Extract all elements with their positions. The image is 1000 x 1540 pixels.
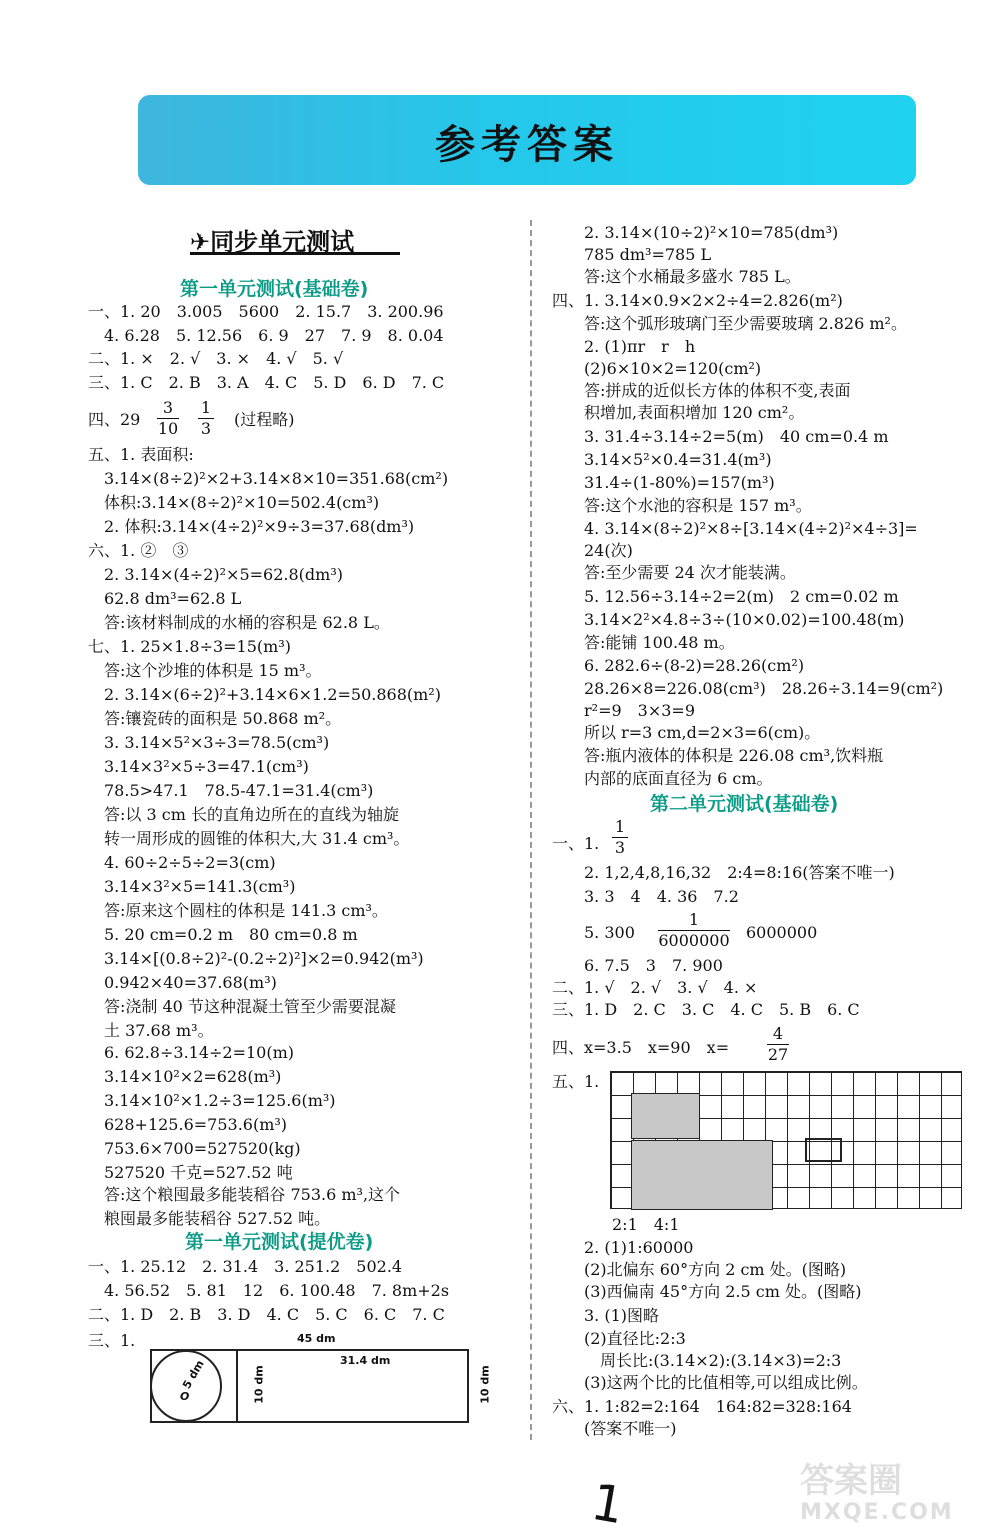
answer-line: 答:浇制 40 节这种混凝土管至少需要混凝	[88, 997, 396, 1016]
right-height-label: 10 dm	[478, 1365, 492, 1404]
answer-line: 2. (1)πr r h	[568, 337, 696, 356]
u2-l3: 三、1. D 2. C 3. C 4. C 5. B 6. C	[552, 1000, 860, 1019]
answer-line: 24(次)	[568, 541, 633, 560]
unit1-basic-title: 第一单元测试(基础卷)	[180, 278, 369, 300]
q4-note: (过程略)	[234, 410, 295, 429]
answer-line: 答:这个水池的容积是 157 m³。	[568, 496, 812, 515]
answer-line: 0.942×40=37.68(m³)	[88, 973, 277, 992]
answer-line: 三、1. C 2. B 3. A 4. C 5. D 6. D 7. C	[88, 373, 445, 392]
answer-line: 答:至少需要 24 次才能装满。	[568, 563, 796, 582]
u2-q3: 3. 3 4 4. 36 7.2	[568, 887, 739, 906]
figure-mid-label: 31.4 dm	[340, 1354, 391, 1367]
answer-line: 二、1. × 2. √ 3. × 4. √ 5. √	[88, 349, 344, 368]
answer-line: 六、1. ② ③	[88, 541, 189, 560]
grid-shape	[631, 1093, 700, 1139]
answer-line: 四、1. 3.14×0.9×2×2÷4=2.826(m²)	[552, 291, 843, 310]
banner-title: 参考答案	[435, 122, 619, 168]
answer-line: 粮囤最多能装稻谷 527.52 吨。	[88, 1209, 331, 1228]
answer-line: 3.14×3²×5=141.3(cm³)	[88, 877, 296, 896]
answer-line: 2. 体积:3.14×(4÷2)²×9÷3=37.68(dm³)	[88, 517, 415, 536]
answer-line: (2)直径比:2:3	[568, 1329, 686, 1348]
fraction	[198, 398, 214, 439]
answer-line: 五、1. 表面积:	[88, 445, 194, 464]
answer-line: 四、29	[88, 410, 141, 429]
u2-ratio: 2:1 4:1	[612, 1215, 680, 1234]
left-height-label: 10 dm	[252, 1365, 266, 1404]
answer-line: 积增加,表面积增加 120 cm²。	[568, 403, 805, 422]
answer-line: 628+125.6=753.6(m³)	[88, 1115, 288, 1134]
answer-line: 答:镶瓷砖的面积是 50.868 m²。	[88, 709, 342, 728]
answer-line: 527520 千克=527.52 吨	[88, 1163, 293, 1182]
answer-line: 答:该材料制成的水桶的容积是 62.8 L。	[88, 613, 390, 632]
fraction-denominator: 3	[612, 837, 628, 858]
u2-l4: 四、x=3.5 x=90 x=	[552, 1038, 730, 1057]
answer-line: 5. 12.56÷3.14÷2=2(m) 2 cm=0.02 m	[568, 587, 899, 606]
watermark-logo	[800, 1461, 980, 1525]
answer-line: (2)6×10×2=120(cm²)	[568, 359, 762, 378]
title-banner	[138, 95, 916, 185]
watermark-url: MXQE.COM	[800, 1500, 954, 1525]
u2-l5: 五、1.	[552, 1072, 600, 1091]
answer-line: 土 37.68 m³。	[88, 1021, 214, 1040]
center-label: O	[180, 1390, 190, 1403]
answer-line: 753.6×700=527520(kg)	[88, 1139, 301, 1158]
figure-top-label: 45 dm	[297, 1332, 336, 1345]
fraction-denominator: 3	[198, 418, 214, 439]
answer-line: 内部的底面直径为 6 cm。	[568, 769, 773, 788]
answer-line: 62.8 dm³=62.8 L	[88, 589, 242, 608]
answer-line: 二、1. D 2. B 3. D 4. C 5. C 6. C 7. C	[88, 1305, 445, 1324]
section-title: ✈同步单元测试	[190, 228, 355, 256]
grid-shape	[805, 1138, 842, 1162]
answer-line: 4. 60÷2÷5÷2=3(cm)	[88, 853, 276, 872]
fraction-denominator: 27	[767, 1045, 789, 1064]
section-title-text: 同步单元测试	[210, 228, 355, 256]
answer-line: 周长比:(3.14×2):(3.14×3)=2:3	[568, 1351, 842, 1370]
fraction	[157, 398, 179, 439]
answer-line: 31.4÷(1-80%)=157(m³)	[568, 473, 775, 492]
answer-line: r²=9 3×3=9	[568, 701, 696, 720]
answer-line: 3.14×5²×0.4=31.4(m³)	[568, 450, 772, 469]
answer-line: 三、1.	[88, 1331, 136, 1350]
answer-line: 一、1. 20 3.005 5600 2. 15.7 3. 200.96	[88, 302, 444, 321]
fraction-numerator: 1	[614, 817, 626, 836]
grid-shape	[631, 1140, 773, 1210]
answer-line: 七、1. 25×1.8÷3=15(m³)	[88, 637, 291, 656]
answer-line: 2. 3.14×(4÷2)²×5=62.8(dm³)	[88, 565, 343, 584]
u2-q5: 5. 300	[568, 923, 635, 942]
answer-line: 3. 3.14×5²×3÷3=78.5(cm³)	[88, 733, 330, 752]
u2-q1-label: 一、1.	[552, 834, 600, 853]
u2-l2: 二、1. √ 2. √ 3. √ 4. ×	[552, 978, 758, 997]
answer-line: 答:以 3 cm 长的直角边所在的直线为轴旋	[88, 805, 399, 824]
u2-q2: 2. 1,2,4,8,16,32 2:4=8:16(答案不唯一)	[568, 863, 895, 882]
answer-line: 28.26×8=226.08(cm³) 28.26÷3.14=9(cm²)	[568, 679, 944, 698]
answer-line: 答:这个水桶最多盛水 785 L。	[568, 267, 801, 286]
answer-line: 3.14×10²×2=628(m³)	[88, 1067, 282, 1086]
fraction-numerator: 4	[772, 1024, 784, 1043]
answer-line: 2. 3.14×(10÷2)²×10=785(dm³)	[568, 223, 839, 242]
unit2-basic-title: 第二单元测试(基础卷)	[650, 793, 839, 815]
answer-line: 6. 282.6÷(8-2)=28.26(cm²)	[568, 656, 805, 675]
fraction-numerator: 1	[200, 398, 212, 417]
section-underline	[190, 252, 400, 255]
answer-line: (3)这两个比的比值相等,可以组成比例。	[568, 1373, 868, 1392]
answer-line: 4. 6.28 5. 12.56 6. 9 27 7. 9 8. 0.04	[88, 326, 444, 345]
answer-line: 3. (1)图略	[568, 1306, 660, 1325]
answer-line: 转一周形成的圆锥的体积大,大 31.4 cm³。	[88, 829, 410, 848]
answer-line: 答:这个沙堆的体积是 15 m³。	[88, 661, 322, 680]
answer-line: 5. 20 cm=0.2 m 80 cm=0.8 m	[88, 925, 358, 944]
answer-line: 六、1. 1:82=2:164 164:82=328:164	[552, 1397, 852, 1416]
fraction	[767, 1024, 789, 1065]
answer-line: 3.14×[(0.8÷2)²-(0.2÷2)²]×2=0.942(m³)	[88, 949, 424, 968]
answer-line: 答:这个弧形玻璃门至少需要玻璃 2.826 m²。	[568, 314, 907, 333]
answer-line: 答:拼成的近似长方体的体积不变,表面	[568, 381, 851, 400]
answer-line: 答:能铺 100.48 m。	[568, 633, 735, 652]
fraction	[658, 910, 730, 951]
answer-line: 体积:3.14×(8÷2)²×10=502.4(cm³)	[88, 493, 380, 512]
answer-line: (3)西偏南 45°方向 2.5 cm 处。(图略)	[568, 1282, 862, 1301]
answer-line: 2. 3.14×(6÷2)²+3.14×6×1.2=50.868(m²)	[88, 685, 441, 704]
answer-line: 4. 56.52 5. 81 12 6. 100.48 7. 8m+2s	[88, 1281, 450, 1300]
fraction-denominator: 6000000	[658, 931, 730, 950]
u2-q5-tail: 6000000	[746, 923, 818, 942]
answer-line: (2)北偏东 60°方向 2 cm 处。(图略)	[568, 1260, 847, 1279]
answer-line: 3.14×10²×1.2÷3=125.6(m³)	[88, 1091, 336, 1110]
radius-label: 5 dm	[180, 1357, 207, 1392]
answer-line: 3. 31.4÷3.14÷2=5(m) 40 cm=0.4 m	[568, 427, 889, 446]
answer-line: 6. 62.8÷3.14÷2=10(m)	[88, 1043, 295, 1062]
answer-line: 3.14×(8÷2)²×2+3.14×8×10=351.68(cm²)	[88, 469, 449, 488]
answer-line: 答:这个粮囤最多能装稻谷 753.6 m³,这个	[88, 1185, 401, 1204]
answer-line: 3.14×3²×5÷3=47.1(cm³)	[88, 757, 309, 776]
u2-q6: 6. 7.5 3 7. 900	[568, 956, 723, 975]
column-divider	[530, 220, 532, 1440]
fraction-denominator: 10	[157, 419, 179, 438]
answer-line: 答:原来这个圆柱的体积是 141.3 cm³。	[88, 901, 388, 920]
answer-line: 答:瓶内液体的体积是 226.08 cm³,饮料瓶	[568, 746, 884, 765]
answer-line: 2. (1)1:60000	[568, 1238, 694, 1257]
page-number: 1	[587, 1472, 629, 1536]
fraction-numerator: 1	[688, 910, 700, 929]
answer-line: 4. 3.14×(8÷2)²×8÷[3.14×(4÷2)²×4÷3]=	[568, 519, 918, 538]
answer-line: 78.5>47.1 78.5-47.1=31.4(cm³)	[88, 781, 374, 800]
figure-divider	[236, 1349, 238, 1421]
unit1-adv-title: 第一单元测试(提优卷)	[185, 1231, 374, 1253]
answer-line: 所以 r=3 cm,d=2×3=6(cm)。	[568, 723, 821, 742]
fraction-numerator: 3	[162, 398, 174, 417]
answer-line: 一、1. 25.12 2. 31.4 3. 251.2 502.4	[88, 1257, 403, 1276]
answer-line: 3.14×2²×4.8÷3÷(10×0.02)=100.48(m)	[568, 610, 905, 629]
watermark-text: 答案圈	[800, 1461, 902, 1501]
answer-line: (答案不唯一)	[568, 1419, 677, 1438]
fraction	[612, 817, 628, 858]
answer-line: 785 dm³=785 L	[568, 245, 712, 264]
